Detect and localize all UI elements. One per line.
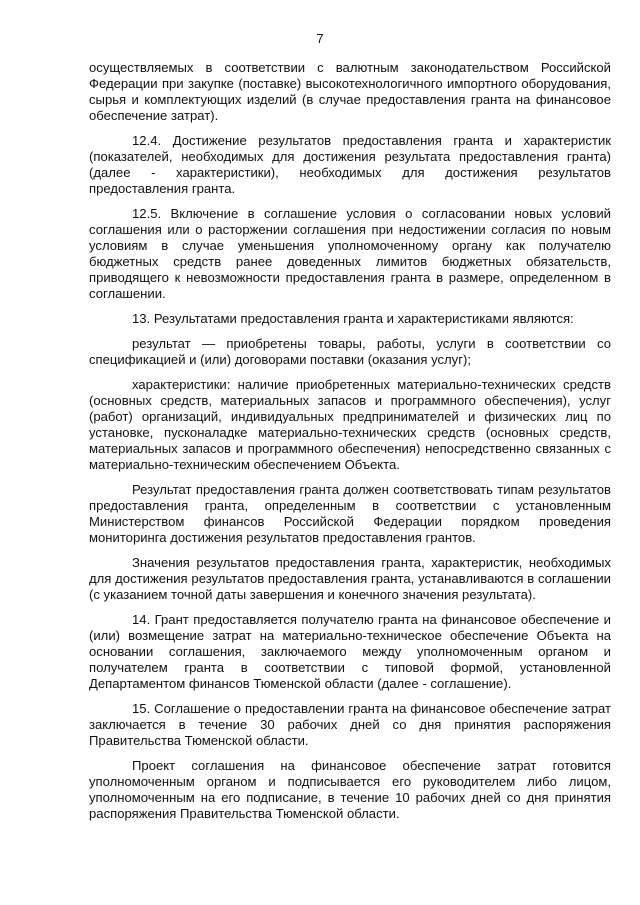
paragraph-12-5: 12.5. Включение в соглашение условия о согласовании новых условий соглашения или о расторжении соглашения при недостижении согласия по новым условиям в случае уменьшения уполномоченному органу как получателю бюджетных средств ранее доведенных лимитов бюджетных обязательств, приводящего к невозможности предоставления гранта в размере, определенном в соглашении.: [89, 206, 611, 301]
paragraph-14: 14. Грант предоставляется получателю гранта на финансовое обеспечение и (или) возмещение затрат на материально-техническое обеспечение Объекта на основании соглашения, заключаемого между уполномоченным органом и получателем гранта в соответствии с типовой формой, установленной Департаментом финансов Тюменской области (далее - соглашение).: [89, 612, 611, 691]
document-body: [89, 60, 611, 831]
paragraph-characteristics: характеристики: наличие приобретенных материально-технических средств (основных средств, материальных запасов и программного обеспечения), услуг (работ) организаций, индивидуальных предпринимателей и физических лиц по установке, пусконаладке материально-технических средств (основных средств, материальных запасов и программного обеспечения) непосредственно связанных с материально-техническим обеспечением Объекта.: [89, 377, 611, 472]
paragraph-12-4: 12.4. Достижение результатов предоставления гранта и характеристик (показателей, необходимых для достижения результата предоставления гранта) (далее - характеристики), необходимых для достижения результатов предоставления гранта.: [89, 133, 611, 196]
paragraph-result: результат — приобретены товары, работы, услуги в соответствии со спецификацией и (или) договорами поставки (оказания услуг);: [89, 336, 611, 367]
paragraph-result-types: Результат предоставления гранта должен соответствовать типам результатов предоставления гранта, определенным в соответствии с установленным Министерством финансов Российской Федерации порядком проведения мониторинга достижения результатов предоставления грантов.: [89, 482, 611, 545]
paragraph-draft-agreement: Проект соглашения на финансовое обеспечение затрат готовится уполномоченным органом и подписывается его руководителем либо лицом, уполномоченным на его подписание, в течение 10 рабочих дней со дня принятия распоряжения Правительства Тюменской области.: [89, 758, 611, 821]
paragraph-values: Значения результатов предоставления гранта, характеристик, необходимых для достижения результатов предоставления гранта, устанавливаются в соглашении (с указанием точной даты завершения и конечного значения результата).: [89, 555, 611, 602]
paragraph-13: 13. Результатами предоставления гранта и характеристиками являются:: [132, 311, 574, 326]
paragraph-continuation: осуществляемых в соответствии с валютным законодательством Российской Федерации при закупке (поставке) высокотехнологичного импортного оборудования, сырья и комплектующих изделий (в случае предоставления гранта на финансовое обеспечение затрат).: [89, 60, 611, 123]
paragraph-15: 15. Соглашение о предоставлении гранта на финансовое обеспечение затрат заключается в течение 30 рабочих дней со дня принятия распоряжения Правительства Тюменской области.: [89, 701, 611, 748]
page-number: 7: [316, 31, 324, 46]
